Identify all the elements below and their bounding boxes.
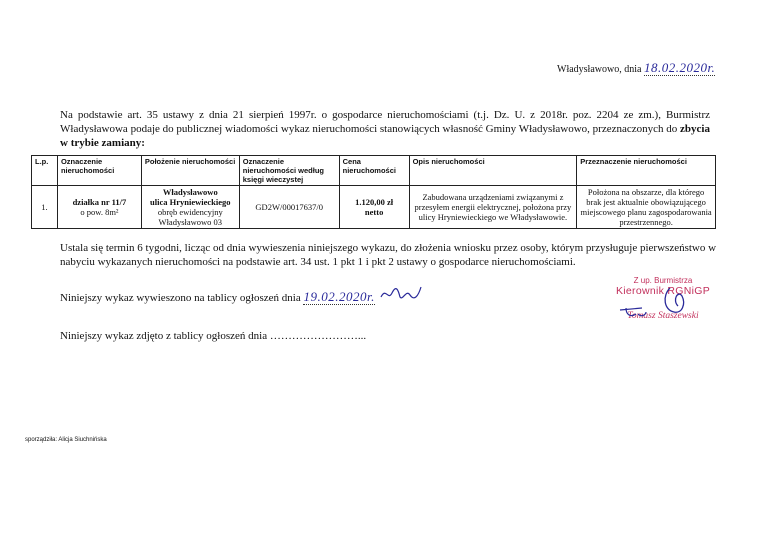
posted-signature xyxy=(378,283,424,305)
property-table xyxy=(31,155,716,229)
col-cena: Cena nieruchomości xyxy=(339,156,409,186)
cell-polozenie xyxy=(141,186,239,229)
cell-pow: o pow. 8m² xyxy=(80,207,119,217)
col-oznaczenie: Oznaczenie nieruchomości xyxy=(57,156,141,186)
removed-line xyxy=(60,330,366,342)
deadline-note: Ustala się termin 6 tygodni, licząc od dnia wywieszenia niniejszego wykazu, do złożenia wniosku przez osoby, którym przysługuje pierwszeństwo w nabyciu wykazanych nieruchomości na podstawie art. 34 ust. 1 pkt 1 i pkt 2 ustawy o gospodarce nieruchomościami. xyxy=(60,242,717,268)
cell-cena-l1: 1.120,00 zł xyxy=(355,197,394,207)
place-date xyxy=(557,60,715,76)
table-header-row xyxy=(32,156,716,186)
stamp-line2: Kierownik RGNiGP xyxy=(615,285,711,297)
col-opis: Opis nieruchomości xyxy=(409,156,577,186)
cell-dzialka: działka nr 11/7 xyxy=(72,197,127,207)
cell-cena xyxy=(339,186,409,229)
col-lp: L.p. xyxy=(32,156,58,186)
intro-bold-tail: zbycia w trybie zamiany: xyxy=(60,123,710,149)
official-signature xyxy=(612,284,702,324)
posted-text: Niniejszy wykaz wywieszono na tablicy ogłoszeń dnia xyxy=(60,292,301,304)
table-row xyxy=(32,186,716,229)
cell-cena-l2: netto xyxy=(364,207,384,217)
handwritten-date: 18.02.2020r. xyxy=(643,60,716,75)
cell-polozenie-l2: ulica Hryniewieckiego xyxy=(150,197,231,207)
cell-ksiega: GD2W/00017637/0 xyxy=(239,186,339,229)
cell-oznaczenie xyxy=(57,186,141,229)
prepared-by: sporządziła: Alicja Siuchnińska xyxy=(25,437,107,443)
stamp-line1: Z up. Burmistrza xyxy=(633,276,693,285)
posted-handwritten-date: 19.02.2020r. xyxy=(303,289,375,304)
cell-opis: Zabudowana urządzeniami związanymi z przesyłem energii elektrycznej, położona przy ulicy Hryniewieckiego we Władysławowie. xyxy=(409,186,577,229)
cell-lp: 1. xyxy=(32,186,58,229)
cell-przeznaczenie: Położona na obszarze, dla którego brak jest aktualnie obowiązującego miejscowego planu zagospodarowania przestrzennego. xyxy=(577,186,716,229)
col-ksiega: Oznaczenie nieruchomości według księgi wieczystej xyxy=(239,156,339,186)
removed-dots: ……………………... xyxy=(269,330,367,342)
place-date-label: Władysławowo, dnia xyxy=(557,64,642,75)
intro-text: Na podstawie art. 35 ustawy z dnia 21 sierpień 1997r. o gospodarce nieruchomościami (t.j. Dz. U. z 2018r. poz. 2204 ze zm.), Burmistrz Władysławowa podaje do publicznej wiadomości wykaz nieruchomości stanowiących własność Gminy Władysławowo, przeznaczonych do xyxy=(60,109,710,135)
removed-text: Niniejszy wykaz zdjęto z tablicy ogłoszeń dnia xyxy=(60,330,268,342)
cell-polozenie-l1: Władysławowo xyxy=(162,187,218,197)
col-polozenie: Położenie nieruchomości xyxy=(141,156,239,186)
posted-line xyxy=(60,289,375,305)
col-przeznaczenie: Przeznaczenie nieruchomości xyxy=(577,156,716,186)
cell-polozenie-l3: obręb ewidencyjny xyxy=(157,207,223,217)
intro-paragraph xyxy=(60,108,710,150)
stamp-line3: Tomasz Staszewski xyxy=(627,311,699,321)
cell-polozenie-l4: Władysławowo 03 xyxy=(158,217,223,227)
